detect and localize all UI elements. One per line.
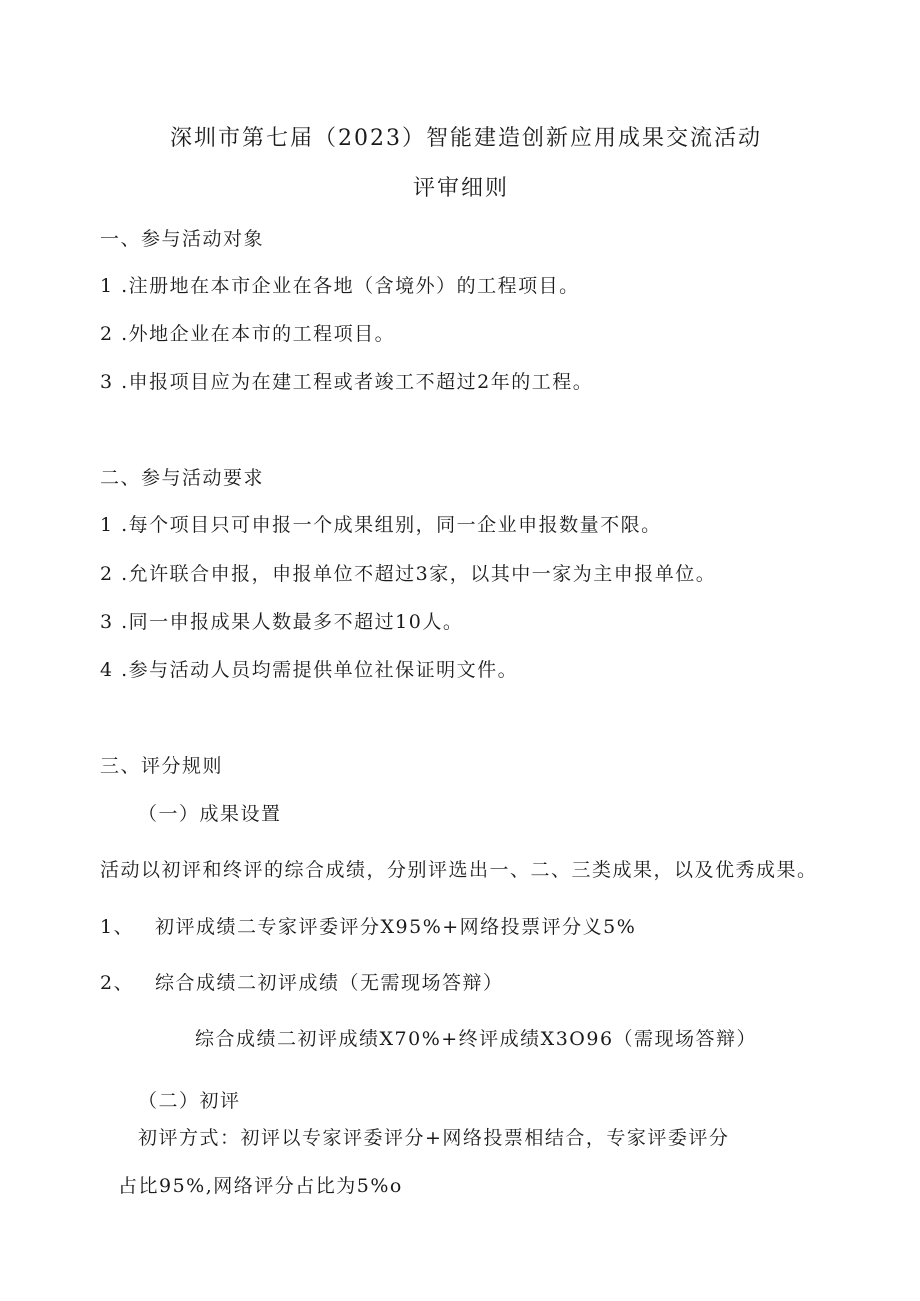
rule-1-text: 初评成绩二专家评委评分X95%+网络投票评分义5%	[155, 916, 637, 938]
subsection-2-heading: （二）初评	[138, 1090, 241, 1112]
section-2-item-4: 4 .参与活动人员均需提供单位社保证明文件。	[100, 659, 519, 681]
section-1-item-1: 1 .注册地在本市企业在各地（含境外）的工程项目。	[100, 275, 580, 297]
section-2-item-1: 1 .每个项目只可申报一个成果组别，同一企业申报数量不限。	[100, 514, 662, 536]
method-line-2: 占比95%,网络评分占比为5%o	[118, 1175, 403, 1197]
section-1-item-3: 3 .申报项目应为在建工程或者竣工不超过2年的工程。	[100, 371, 594, 393]
section-2-item-2: 2 .允许联合申报，申报单位不超过3家，以其中一家为主申报单位。	[100, 563, 717, 585]
section-2-item-3: 3 .同一申报成果人数最多不超过10人。	[100, 611, 464, 633]
document-title: 深圳市第七届（2023）智能建造创新应用成果交流活动	[170, 126, 762, 151]
section-2-heading: 二、参与活动要求	[100, 467, 265, 489]
rule-2-number: 2、	[100, 972, 135, 994]
section-1-heading: 一、参与活动对象	[100, 228, 265, 250]
rule-1-number: 1、	[100, 916, 135, 938]
method-line-1: 初评方式：初评以专家评委评分+网络投票相结合，专家评委评分	[138, 1127, 730, 1149]
section-3-intro: 活动以初评和终评的综合成绩，分别评选出一、二、三类成果，以及优秀成果。	[100, 859, 818, 881]
section-1-item-2: 2 .外地企业在本市的工程项目。	[100, 323, 396, 345]
rule-2-alternative: 综合成绩二初评成绩X70%+终评成绩X3O96（需现场答辩）	[195, 1028, 758, 1050]
document-subtitle: 评审细则	[413, 176, 510, 201]
section-3-heading: 三、评分规则	[100, 755, 224, 777]
subsection-1-heading: （一）成果设置	[138, 803, 282, 825]
rule-2-text: 综合成绩二初评成绩（无需现场答辩）	[155, 972, 504, 994]
